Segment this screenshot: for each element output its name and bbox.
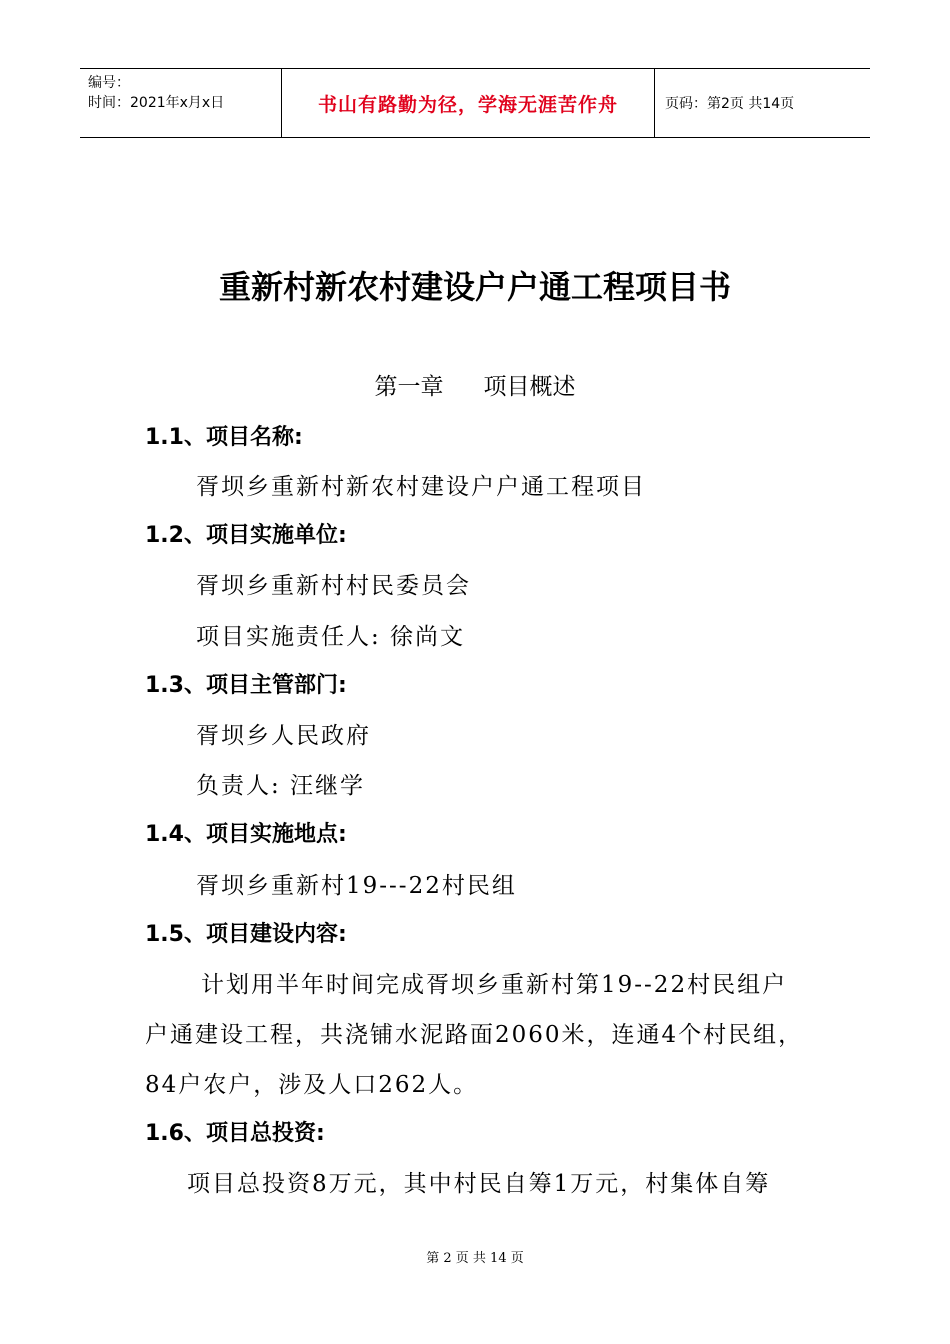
section-heading: 1.5、项目建设内容: (145, 922, 347, 947)
header-page-cell (655, 69, 870, 137)
chapter-title: 项目概述 (483, 374, 576, 400)
section-heading: 1.1、项目名称: (145, 425, 303, 450)
section-body-line: 胥坝乡人民政府 (196, 723, 371, 749)
section-heading: 1.6、项目总投资: (145, 1121, 325, 1146)
section-body-line: 项目实施责任人: 徐尚文 (196, 624, 466, 650)
header-number-label: 编号： (88, 75, 130, 91)
section-body-line: 胥坝乡重新村19---22村民组 (196, 873, 517, 899)
header-page-info: 页码：第2页 共14页 (665, 96, 795, 112)
header-motto: 书山有路勤为径，学海无涯苦作舟 (317, 93, 618, 116)
section-body-line: 胥坝乡重新村新农村建设户户通工程项目 (196, 474, 646, 500)
section-heading: 1.4、项目实施地点: (145, 822, 347, 847)
page-header (80, 68, 870, 138)
section-body-line: 户通建设工程，共浇铺水泥路面2060米，连通4个村民组， (145, 1022, 804, 1048)
section-body-line: 胥坝乡重新村村民委员会 (196, 573, 471, 599)
chapter-number: 第一章 (374, 374, 444, 400)
section-body-line: 84户农户，涉及人口262人。 (145, 1072, 479, 1098)
section-body-line: 计划用半年时间完成胥坝乡重新村第19--22村民组户 (201, 972, 788, 998)
header-motto-cell (282, 69, 655, 137)
section-heading: 1.3、项目主管部门: (145, 673, 347, 698)
header-time-label: 时间：2021年x月x日 (88, 95, 225, 111)
chapter-heading (0, 368, 950, 401)
section-body-line: 项目总投资8万元，其中村民自筹1万元，村集体自筹 (187, 1171, 771, 1197)
section-body-line: 负责人: 汪继学 (196, 773, 366, 799)
page-footer: 第 2 页 共 14 页 (426, 1251, 524, 1266)
header-meta (80, 69, 282, 137)
document-title: 重新村新农村建设户户通工程项目书 (218, 268, 731, 306)
section-heading: 1.2、项目实施单位: (145, 523, 347, 548)
